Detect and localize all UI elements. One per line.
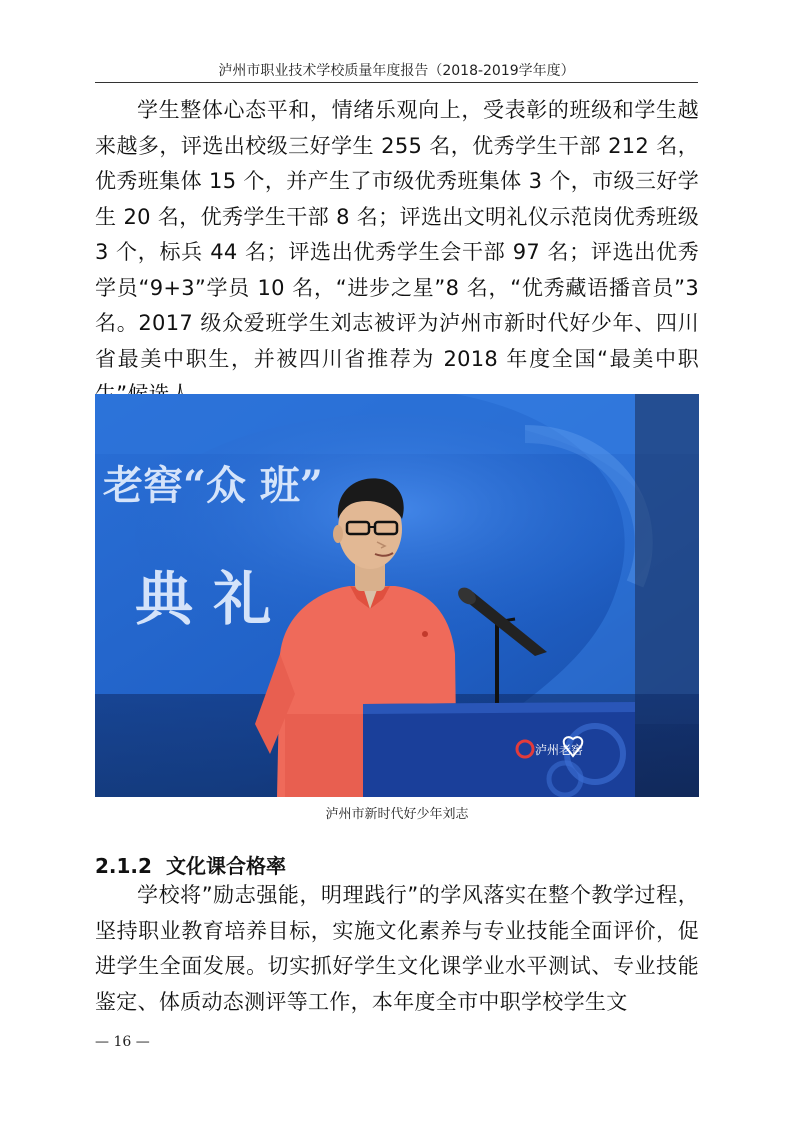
section-number: 2.1.2 bbox=[95, 854, 152, 878]
backdrop-text-row1: 老窖“众 班” bbox=[103, 462, 323, 509]
section-title: 文化课合格率 bbox=[165, 854, 286, 878]
running-header: 泸州市职业技术学校质量年度报告（2018-2019学年度） bbox=[218, 63, 575, 79]
svg-text:泸州老窖: 泸州老窖 bbox=[535, 743, 584, 757]
body-paragraph: 学生整体心态平和，情绪乐观向上，受表彰的班级和学生越来越多，评选出校级三好学生 255 名，优秀学生干部 212 名，优秀班集体 15 个，并产生了市级优秀班集体 3 个，市级三好学生 20 名，优秀学生干部 8 名；评选出文明礼仪示范岗优秀班级 3 个，标兵 44 名；评选出优秀学生会干部 97 名；评选出优秀学员“9+3”学员 10 名，“进步之星”8 名，“优秀藏语播音员”3 名。2017 级众爱班学生刘志被评为泸州市新时代好少年、四川省最美中职生，并被四川省推荐为 2018 年度全国“最美中职 bbox=[95, 98, 699, 371]
figure-caption: 泸州市新时代好少年刘志 bbox=[325, 807, 469, 822]
body-paragraph-2: 学校将”励志强能，明理践行”的学风落实在整个教学过程，坚持职业教育培养目标，实施文化素养与专业技能全面评价，促进学生全面发展。切实抓好学生文化课学业水平测试、专业技能鉴定、体质动态测评等工作，本年度全市中职学校学生文 bbox=[95, 883, 699, 1014]
backdrop-text-row2: 典 礼 bbox=[135, 565, 272, 633]
photo-illustration bbox=[95, 394, 699, 797]
section-heading bbox=[95, 850, 286, 879]
page-number: — 16 — bbox=[95, 1034, 150, 1050]
header-rule bbox=[95, 82, 698, 83]
figure-photo bbox=[95, 394, 699, 797]
